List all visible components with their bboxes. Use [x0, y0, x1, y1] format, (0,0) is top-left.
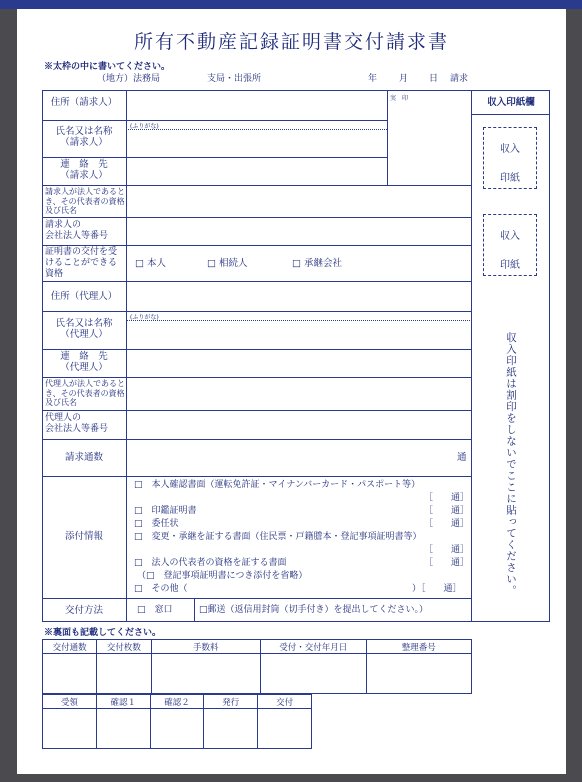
- delivery-mail[interactable]: □郵送（返信用封筒（切手付き）を提出してください。）: [199, 605, 429, 615]
- revenue-stamp-box-2: [483, 214, 537, 276]
- col-check-1: 確認１: [96, 695, 150, 709]
- label-address-agent: 住所（代理人）: [50, 291, 118, 302]
- col-check-2: 確認２: [150, 695, 204, 709]
- label-eligibility: 証明書の交付を受けることができる資格: [45, 247, 118, 279]
- attach-power-of-attorney[interactable]: □ 委任状: [134, 519, 179, 529]
- attach-corp-rep-count: ［ 通］: [424, 558, 470, 568]
- label-contact-agent: 連 絡 先 （代理人）: [60, 351, 108, 373]
- cell-reference-number: [366, 654, 472, 694]
- attach-seal-count: ［ 通］: [424, 506, 470, 516]
- label-attachments: 添付情報: [64, 531, 103, 542]
- option-heir[interactable]: □ 相続人: [207, 258, 248, 269]
- header-seikyu: 請求: [450, 74, 469, 84]
- attach-other[interactable]: □ その他（: [134, 584, 188, 594]
- header-chiho: （地方）法務局: [97, 74, 161, 84]
- header-day: 日: [429, 74, 439, 84]
- attach-corp-rep-doc[interactable]: □ 法人の代表者の資格を証する書面: [134, 558, 287, 568]
- option-successor-company[interactable]: □ 承継会社: [292, 258, 342, 269]
- col-reference-number: 整理番号: [366, 640, 472, 654]
- option-self[interactable]: □ 本人: [135, 258, 166, 269]
- attach-change-docs[interactable]: □ 変更・承継を証する書面（住民票・戸籍謄本・登記事項証明書等）: [134, 532, 422, 542]
- stamp-text-2a: 収入: [500, 231, 520, 242]
- label-corp-rep-applicant: 請求人が法人であるとき、その代表者の資格及び氏名: [45, 187, 125, 215]
- cell-received: [43, 709, 97, 749]
- label-name-agent: 氏名又は名称 （代理人）: [55, 318, 113, 340]
- col-delivered-copies: 交付通数: [43, 640, 97, 654]
- cell-delivered-pages: [97, 654, 151, 694]
- top-border-band: [0, 0, 582, 9]
- col-delivered-pages: 交付枚数: [97, 640, 151, 654]
- label-copies: 請求通数: [64, 452, 103, 463]
- cell-check-2: [150, 709, 204, 749]
- attach-seal-cert[interactable]: □ 印鑑証明書: [134, 506, 197, 516]
- header-shikyoku: 支局・出張所: [207, 74, 262, 84]
- cell-fee: [151, 654, 260, 694]
- stamp-text-2b: 印紙: [500, 260, 520, 271]
- col-issued: 発行: [204, 695, 258, 709]
- attach-id-count: ［ 通］: [424, 493, 470, 503]
- furigana-agent: (ふりがな): [130, 314, 159, 321]
- furigana-applicant: (ふりがな): [130, 123, 159, 130]
- stamp-text-1b: 印紙: [500, 173, 520, 184]
- instruction-back-side: ※裏面も記載してください。: [44, 628, 162, 638]
- attach-other-count: ）［ 通］: [412, 584, 462, 594]
- col-received: 受領: [43, 695, 97, 709]
- label-name-applicant: 氏名又は名称 （請求人）: [55, 126, 113, 148]
- col-delivered: 交付: [258, 695, 312, 709]
- request-form-sheet: [17, 9, 566, 774]
- seal-label: 実 印: [390, 95, 409, 102]
- revenue-stamp-box-1: [483, 127, 537, 189]
- label-delivery: 交付方法: [64, 605, 103, 616]
- attach-change-count: ［ 通］: [424, 545, 470, 555]
- form-title: 所有不動産記録証明書交付請求書: [133, 31, 449, 53]
- cell-issued: [204, 709, 258, 749]
- stamp-note: 収入印紙は割印をしないでここに貼ってください。: [505, 332, 517, 597]
- header-year: 年: [368, 74, 378, 84]
- label-corp-rep-agent: 代理人が法人であるとき、その代表者の資格及び氏名: [45, 379, 125, 407]
- header-month: 月: [399, 74, 409, 84]
- attach-omit-registry[interactable]: （□ 登記事項証明書につき添付を省略）: [137, 571, 308, 581]
- stamp-column-header: 収入印紙欄: [487, 97, 535, 108]
- office-use-table-2: [42, 694, 312, 749]
- copies-unit: 通: [457, 452, 467, 463]
- label-divider: [126, 90, 127, 622]
- label-contact-applicant: 連 絡 先 （請求人）: [60, 159, 108, 181]
- stamp-text-1a: 収入: [500, 144, 520, 155]
- label-corp-no-agent: 代理人の 会社法人等番号: [45, 413, 109, 434]
- attach-id-document[interactable]: □ 本人確認書面（運転免許証・マイナンバーカード・パスポート等）: [134, 480, 421, 490]
- col-receipt-date: 受付・交付年月日: [260, 640, 366, 654]
- cell-delivered: [258, 709, 312, 749]
- delivery-window[interactable]: □ 窓口: [137, 605, 173, 615]
- cell-check-1: [96, 709, 150, 749]
- cell-delivered-copies: [43, 654, 97, 694]
- office-use-table-1: [42, 639, 472, 694]
- cell-receipt-date: [260, 654, 366, 694]
- label-corp-no-applicant: 請求人の 会社法人等番号: [45, 220, 109, 241]
- label-address-applicant: 住所（請求人）: [50, 97, 118, 108]
- col-fee: 手数料: [151, 640, 260, 654]
- attach-poa-count: ［ 通］: [424, 519, 470, 529]
- instruction-fill-inside: ※太枠の中に書いてください。: [44, 62, 171, 72]
